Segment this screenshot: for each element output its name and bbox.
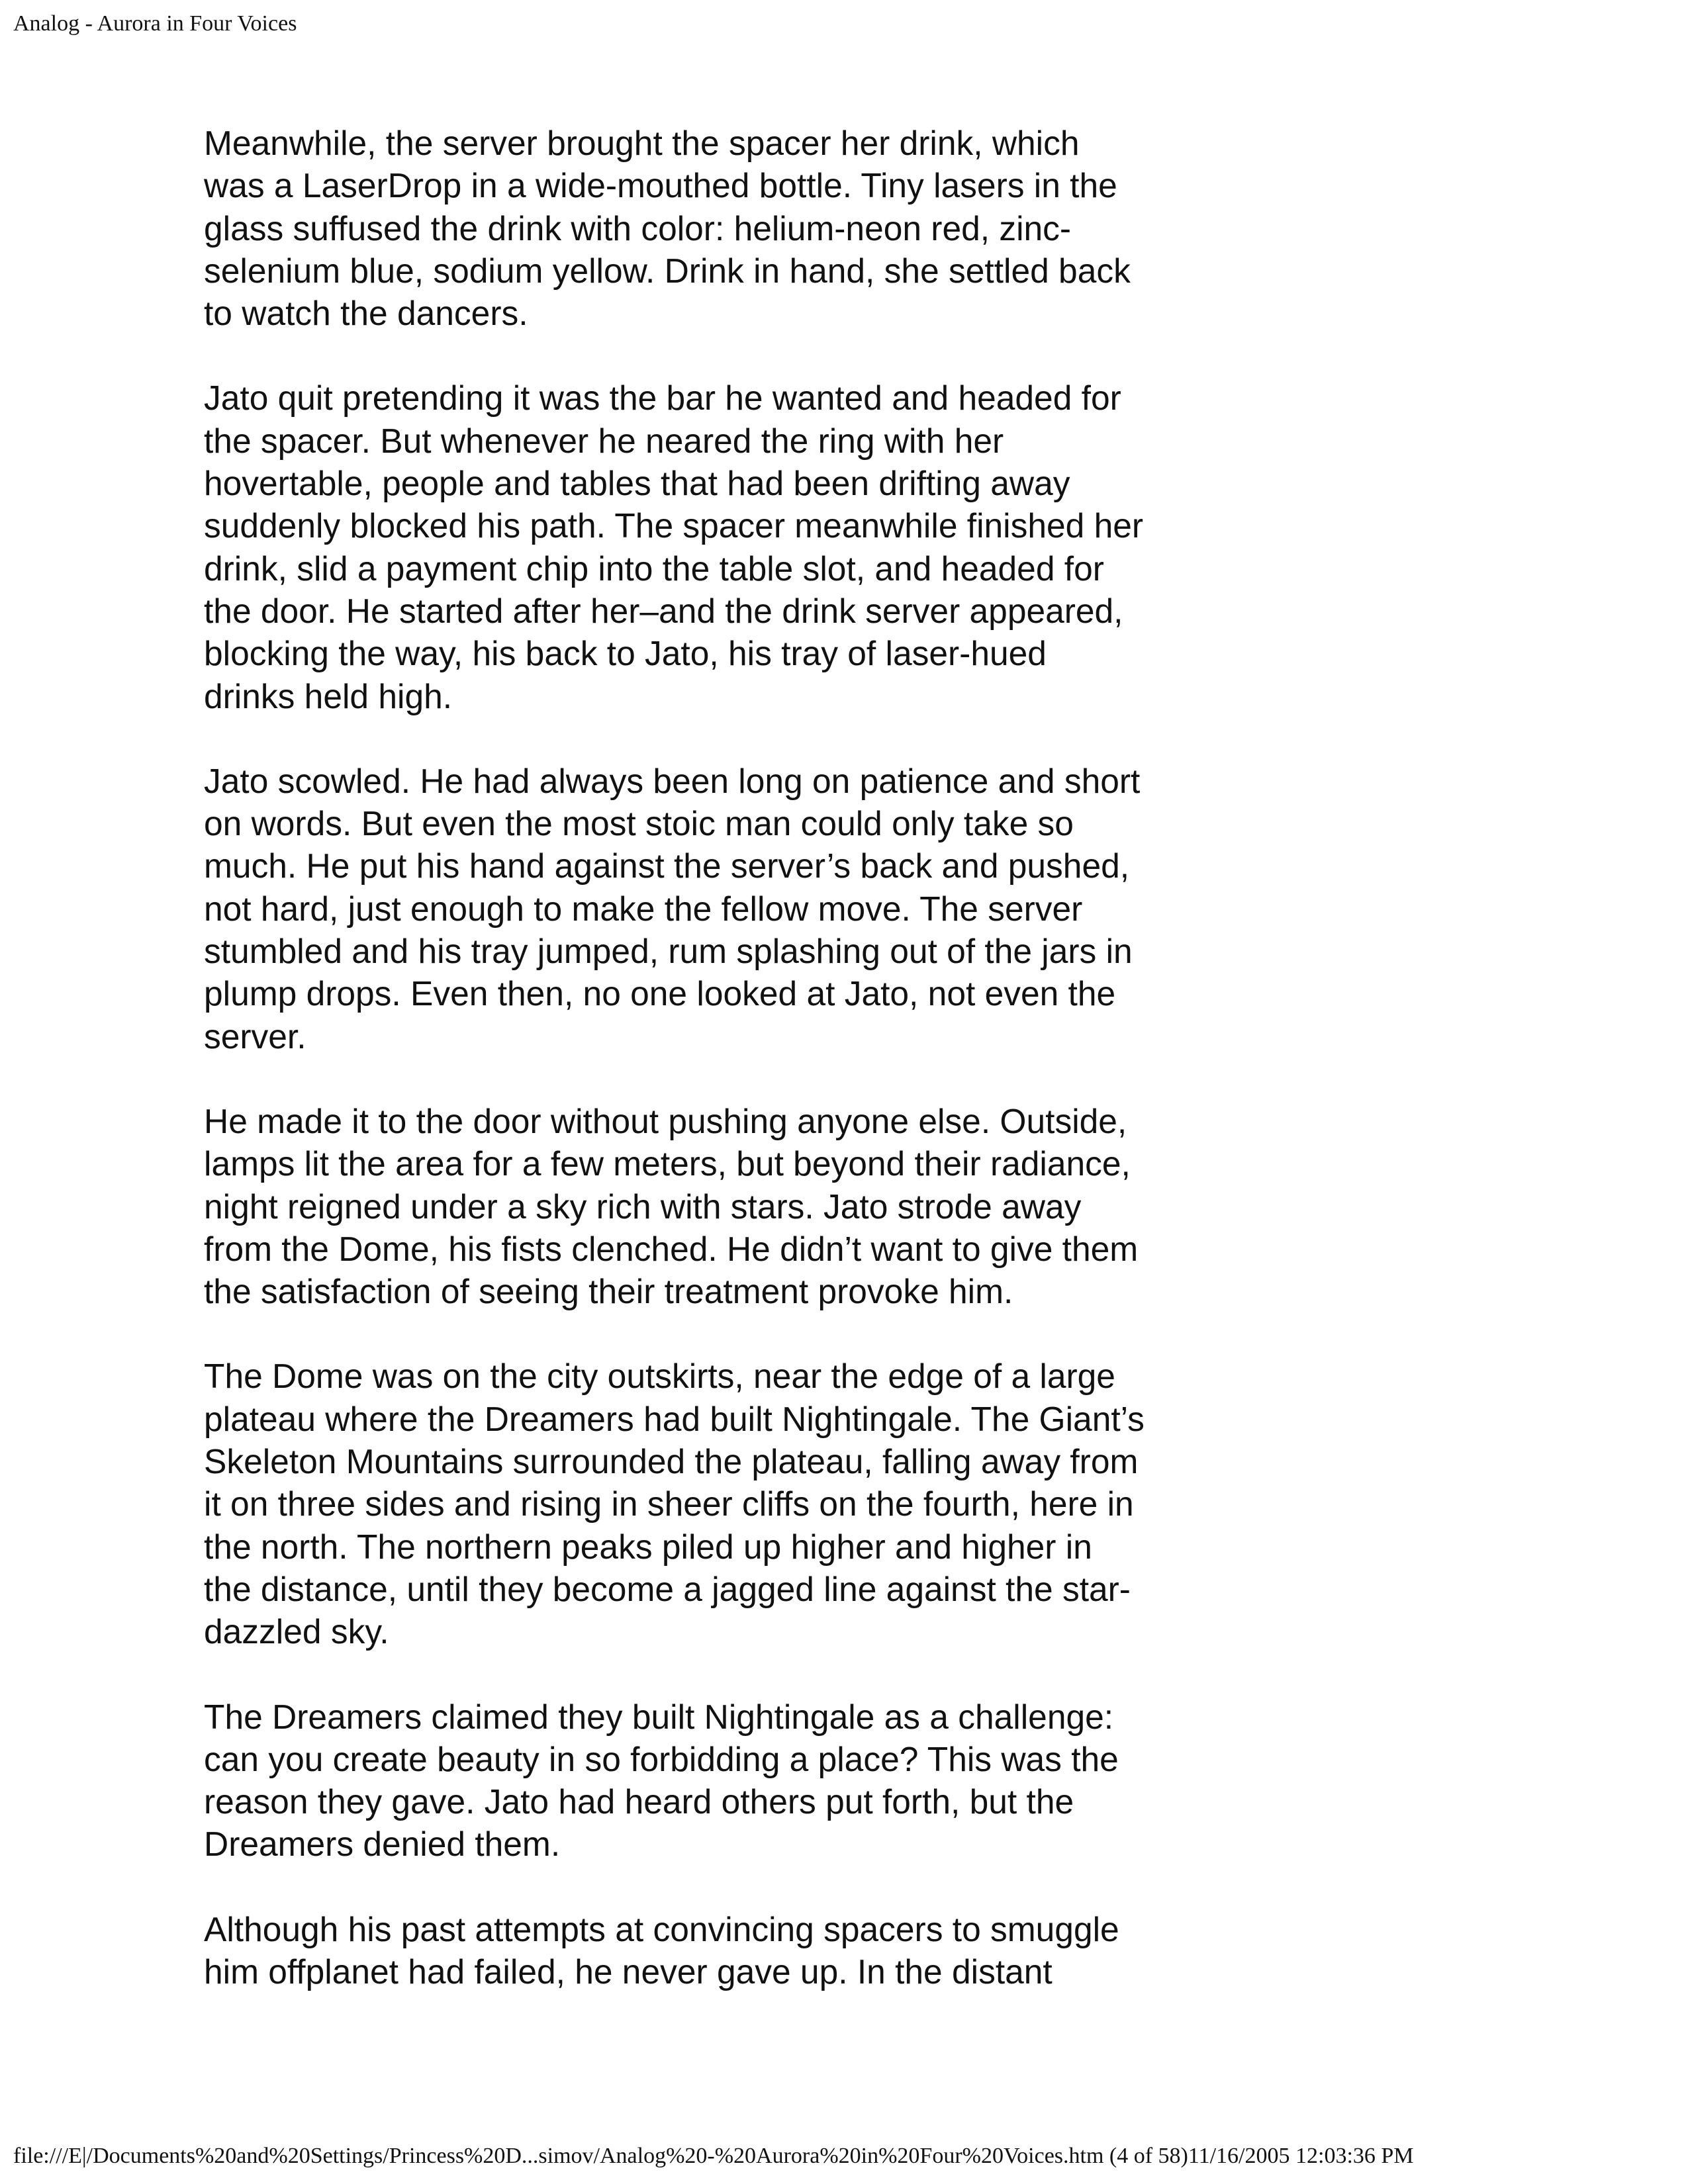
text-line: Although his past attempts at convincing spacers to smuggle <box>204 1909 1119 1948</box>
text-line: it on three sides and rising in sheer cliffs on the fourth, here in <box>204 1484 1134 1524</box>
text-line: plump drops. Even then, no one looked at Jato, not even the <box>204 974 1116 1013</box>
text-line: blocking the way, his back to Jato, his tray of laser-hued <box>204 634 1047 673</box>
text-line: to watch the dancers. <box>204 294 528 333</box>
text-line: The Dreamers claimed they built Nightingale as a challenge: <box>204 1697 1114 1736</box>
text-line: reason they gave. Jato had heard others put forth, but the <box>204 1782 1074 1821</box>
text-line: The Dome was on the city outskirts, near the edge of a large <box>204 1357 1115 1396</box>
text-line: much. He put his hand against the server’s back and pushed, <box>204 846 1130 886</box>
text-line: Dreamers denied them. <box>204 1825 561 1864</box>
text-line: was a LaserDrop in a wide-mouthed bottle. Tiny lasers in the <box>204 166 1117 205</box>
text-line: selenium blue, sodium yellow. Drink in hand, she settled back <box>204 251 1131 290</box>
text-line: night reigned under a sky rich with stars. Jato strode away <box>204 1187 1082 1226</box>
text-line: hovertable, people and tables that had been drifting away <box>204 464 1070 503</box>
text-line: dazzled sky. <box>204 1612 389 1651</box>
text-line: Skeleton Mountains surrounded the plateau, falling away from <box>204 1442 1139 1481</box>
text-line: suddenly blocked his path. The spacer meanwhile finished her <box>204 506 1144 545</box>
text-line: the spacer. But whenever he neared the ring with her <box>204 421 1004 460</box>
text-line: Jato quit pretending it was the bar he wanted and headed for <box>204 379 1121 418</box>
page-header: Analog - Aurora in Four Voices <box>13 11 297 36</box>
text-line: server. <box>204 1017 306 1056</box>
text-line: him offplanet had failed, he never gave up. In the distant <box>204 1952 1053 1991</box>
text-line: the distance, until they become a jagged line against the star- <box>204 1569 1131 1608</box>
paragraph <box>204 122 1210 334</box>
text-line: stumbled and his tray jumped, rum splashing out of the jars in <box>204 932 1133 971</box>
text-line: can you create beauty in so forbidding a place? This was the <box>204 1739 1119 1778</box>
text-line: He made it to the door without pushing anyone else. Outside, <box>204 1101 1127 1140</box>
paragraph <box>204 1908 1210 1993</box>
text-line: the north. The northern peaks piled up higher and higher in <box>204 1527 1092 1566</box>
text-line: glass suffused the drink with color: helium-neon red, zinc- <box>204 208 1072 248</box>
text-line: not hard, just enough to make the fellow move. The server <box>204 889 1083 928</box>
paragraph <box>204 1696 1210 1866</box>
text-line: the satisfaction of seeing their treatment provoke him. <box>204 1272 1013 1311</box>
article-body <box>204 122 1210 2035</box>
paragraph <box>204 1355 1210 1653</box>
text-line: Meanwhile, the server brought the spacer her drink, which <box>204 124 1080 162</box>
page-footer: file:///E|/Documents%20and%20Settings/Princess%20D...simov/Analog%20-%20Aurora%20in%20Four%20Voices.htm (4 of 58)11/16/2005 12:03:36 PM <box>13 2144 1414 2168</box>
text-line: Jato scowled. He had always been long on patience and short <box>204 761 1141 800</box>
text-line: plateau where the Dreamers had built Nightingale. The Giant’s <box>204 1399 1145 1438</box>
paragraph <box>204 1100 1210 1312</box>
paragraph <box>204 377 1210 717</box>
text-line: from the Dome, his fists clenched. He didn’t want to give them <box>204 1229 1139 1268</box>
paragraph <box>204 760 1210 1058</box>
text-line: lamps lit the area for a few meters, but beyond their radiance, <box>204 1144 1131 1183</box>
text-line: drink, slid a payment chip into the table slot, and headed for <box>204 549 1104 588</box>
text-line: on words. But even the most stoic man could only take so <box>204 804 1074 843</box>
text-line: the door. He started after her–and the drink server appeared, <box>204 591 1123 630</box>
text-line: drinks held high. <box>204 676 453 715</box>
